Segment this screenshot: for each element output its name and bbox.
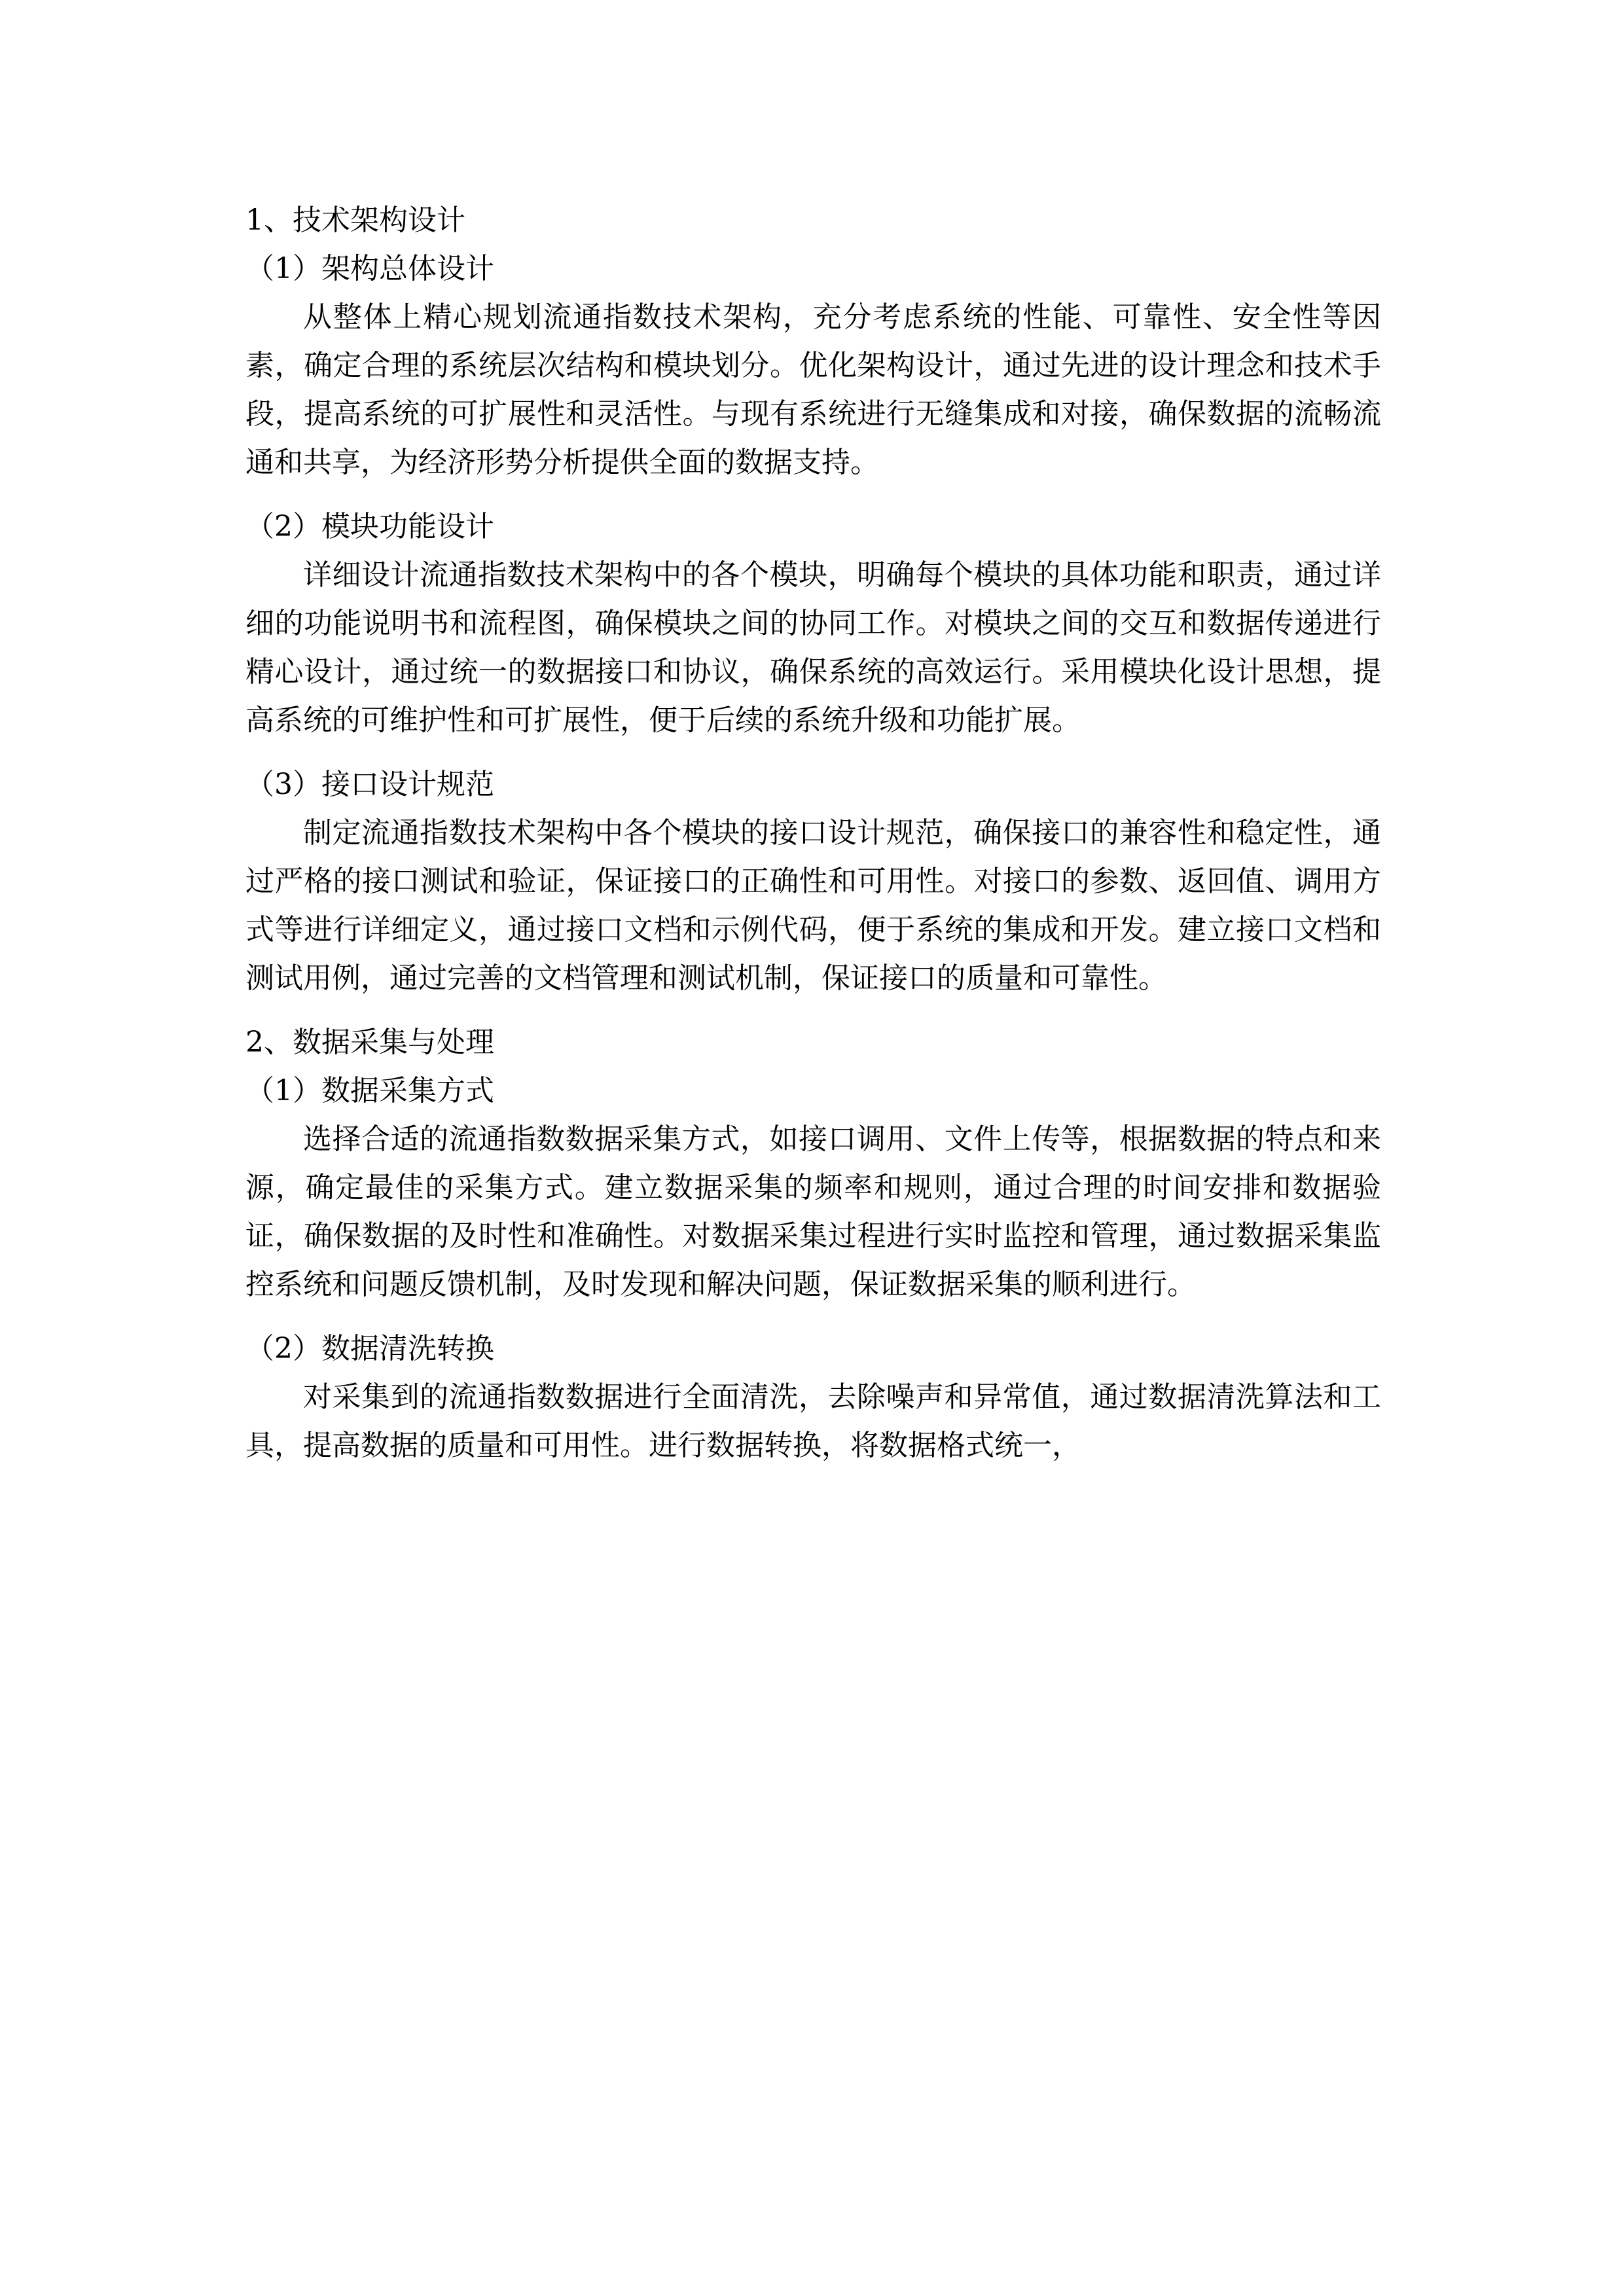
paragraph: 从整体上精心规划流通指数技术架构，充分考虑系统的性能、可靠性、安全性等因素，确定合理的系统层次结构和模块划分。优化架构设计，通过先进的设计理念和技术手段，提高系统的可扩展性和灵活性。与现有系统进行无缝集成和对接，确保数据的流畅流通和共享，为经济形势分析提供全面的数据支持。: [245, 300, 1381, 479]
section-technical-architecture: [245, 196, 1381, 1003]
subsection-heading: （2）数据清洗转换: [245, 1332, 494, 1365]
paragraph: 对采集到的流通指数数据进行全面清洗，去除噪声和异常值，通过数据清洗算法和工具，提高数据的质量和可用性。进行数据转换，将数据格式统一，: [245, 1380, 1381, 1462]
subsection-heading: （1）数据采集方式: [245, 1074, 494, 1107]
section-heading: 1、技术架构设计: [245, 204, 465, 237]
document-page: [245, 196, 1381, 1486]
section-heading: 2、数据采集与处理: [245, 1026, 494, 1059]
section-data-collection: [245, 1018, 1381, 1470]
paragraph: 制定流通指数技术架构中各个模块的接口设计规范，确保接口的兼容性和稳定性，通过严格的接口测试和验证，保证接口的正确性和可用性。对接口的参数、返回值、调用方式等进行详细定义，通过接口文档和示例代码，便于系统的集成和开发。建立接口文档和测试用例，通过完善的文档管理和测试机制，保证接口的质量和可靠性。: [245, 816, 1381, 995]
subsection-heading: （2）模块功能设计: [245, 510, 494, 543]
paragraph: 选择合适的流通指数数据采集方式，如接口调用、文件上传等，根据数据的特点和来源，确定最佳的采集方式。建立数据采集的频率和规则，通过合理的时间安排和数据验证，确保数据的及时性和准确性。对数据采集过程进行实时监控和管理，通过数据采集监控系统和问题反馈机制，及时发现和解决问题，保证数据采集的顺利进行。: [245, 1122, 1381, 1301]
subsection-heading: （1）架构总体设计: [245, 252, 494, 285]
paragraph: 详细设计流通指数技术架构中的各个模块，明确每个模块的具体功能和职责，通过详细的功能说明书和流程图，确保模块之间的协同工作。对模块之间的交互和数据传递进行精心设计，通过统一的数据接口和协议，确保系统的高效运行。采用模块化设计思想，提高系统的可维护性和可扩展性，便于后续的系统升级和功能扩展。: [245, 558, 1381, 737]
subsection-heading: （3）接口设计规范: [245, 768, 494, 801]
